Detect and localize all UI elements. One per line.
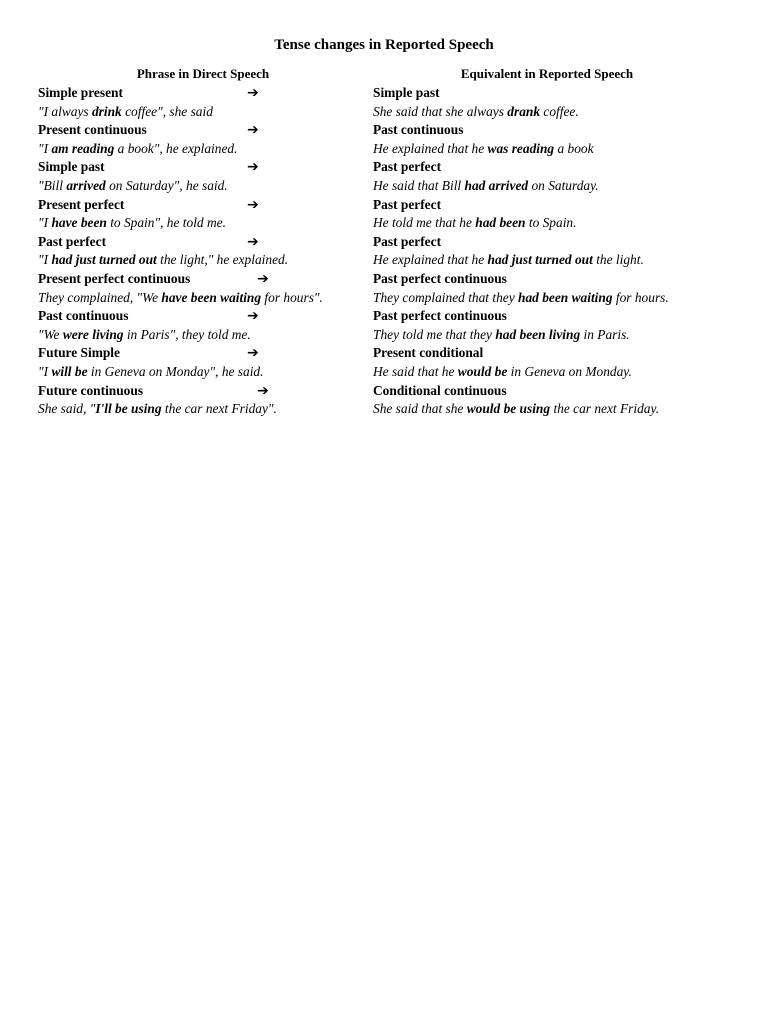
arrow-right-icon: ➔ [257, 382, 269, 399]
reported-tense-label: Past perfect [373, 159, 442, 175]
example-text: the light," he explained. [156, 252, 289, 268]
example-text: He explained that he [373, 252, 488, 268]
reported-example [373, 177, 599, 195]
tense-row [0, 196, 768, 233]
arrow-right-icon: ➔ [257, 270, 269, 287]
direct-example [38, 289, 323, 307]
example-text: coffee. [540, 103, 579, 119]
example-text: the light. [592, 252, 644, 268]
tense-verb-phrase: drink [91, 103, 122, 119]
tense-row [0, 233, 768, 270]
direct-tense-label: Present perfect continuous [38, 270, 191, 286]
tense-verb-phrase: had been waiting [518, 289, 613, 305]
direct-tense-label: Simple present [38, 85, 123, 100]
example-text: for hours. [612, 289, 669, 305]
tense-row [0, 121, 768, 158]
reported-tense-label: Simple past [373, 85, 440, 100]
tense-verb-phrase: had been [475, 215, 526, 231]
example-text: "I [38, 252, 52, 268]
example-text: the car next Friday. [550, 401, 660, 417]
example-text: He told me that he [373, 215, 476, 231]
example-text: "I [38, 363, 52, 379]
arrow-right-icon: ➔ [247, 85, 259, 101]
tense-verb-phrase: drank [507, 103, 541, 119]
tense-verb-phrase: have been [51, 215, 107, 231]
arrow-right-icon: ➔ [247, 233, 259, 250]
direct-tense-label: Past perfect [38, 233, 107, 249]
example-text: "I [38, 215, 52, 231]
direct-tense-label: Future Simple [38, 345, 120, 361]
tense-verb-phrase: am reading [51, 140, 115, 156]
example-text: to Spain. [525, 215, 577, 231]
direct-example [38, 103, 213, 121]
example-text: They complained, "We [38, 289, 162, 305]
example-text: in Paris", they told me. [123, 326, 251, 342]
tense-verb-phrase: would be [457, 363, 508, 379]
example-text: to Spain", he told me. [106, 215, 226, 231]
tense-row [0, 158, 768, 195]
example-text: They complained that they [373, 289, 519, 305]
tense-row [0, 382, 768, 419]
tense-verb-phrase: had been living [495, 326, 581, 342]
tense-row [0, 307, 768, 344]
arrow-right-icon: ➔ [247, 122, 259, 139]
example-text: a book", he explained. [114, 140, 238, 156]
tense-verb-phrase: I'll be using [95, 401, 162, 417]
tense-verb-phrase: have been waiting [161, 289, 262, 305]
direct-example [38, 326, 251, 344]
example-text: She said, " [38, 401, 96, 417]
example-text: on Saturday", he said. [105, 177, 228, 193]
example-text: for hours". [261, 289, 323, 305]
example-text: in Geneva on Monday. [507, 363, 632, 379]
example-text: They told me that they [373, 326, 496, 342]
reported-example [373, 103, 579, 121]
tense-verb-phrase: was reading [487, 140, 555, 156]
reported-example [373, 400, 659, 418]
arrow-right-icon: ➔ [247, 196, 259, 213]
reported-tense-label: Past perfect [373, 233, 442, 249]
tense-verb-phrase: had arrived [464, 177, 529, 193]
example-text: the car next Friday". [161, 401, 277, 417]
reported-tense-label: Past perfect [373, 196, 442, 212]
reported-tense-label: Past perfect continuous [373, 270, 507, 286]
direct-speech-header: Phrase in Direct Speech [136, 66, 270, 81]
example-text: He said that he [373, 363, 458, 379]
tense-row [0, 344, 768, 381]
arrow-right-icon: ➔ [247, 345, 259, 362]
example-text: "I [38, 140, 52, 156]
tense-verb-phrase: arrived [66, 177, 106, 193]
example-text: in Geneva on Monday", he said. [87, 363, 264, 379]
tense-verb-phrase: were living [62, 326, 124, 342]
example-text: He explained that he [373, 140, 488, 156]
direct-tense-label: Present perfect [38, 196, 125, 212]
example-text: "Bill [38, 177, 67, 193]
direct-tense-label: Future continuous [38, 382, 144, 398]
tense-table [0, 84, 768, 419]
arrow-right-icon: ➔ [247, 159, 259, 176]
example-text: "I always [38, 103, 92, 119]
reported-example [373, 214, 576, 232]
tense-verb-phrase: had just turned out [51, 252, 157, 268]
reported-example [373, 289, 669, 307]
direct-example [38, 140, 237, 158]
page-title: Tense changes in Reported Speech [274, 37, 494, 53]
direct-example [38, 363, 263, 381]
tense-verb-phrase: will be [51, 363, 88, 379]
direct-tense-label: Past continuous [38, 308, 129, 324]
reported-tense-label: Past continuous [373, 122, 464, 138]
tense-row [0, 270, 768, 307]
reported-tense-label: Past perfect continuous [373, 308, 507, 324]
example-text: "We [38, 326, 63, 342]
reported-tense-label: Present conditional [373, 345, 484, 361]
example-text: on Saturday. [528, 177, 599, 193]
example-text: She said that she [373, 401, 467, 417]
reported-example [373, 140, 594, 158]
reported-example [373, 326, 630, 344]
tense-row [0, 84, 768, 121]
example-text: She said that she always [373, 103, 508, 119]
example-text: a book [554, 140, 594, 156]
reported-tense-label: Conditional continuous [373, 382, 507, 398]
reported-example [373, 363, 632, 381]
direct-example [38, 400, 277, 418]
direct-example [38, 177, 228, 195]
direct-tense-label: Present continuous [38, 122, 147, 138]
example-text: coffee", she said [121, 103, 213, 119]
direct-tense-label: Simple past [38, 159, 105, 175]
reported-speech-header: Equivalent in Reported Speech [460, 66, 634, 81]
direct-example [38, 251, 288, 269]
tense-verb-phrase: would be using [466, 401, 551, 417]
direct-example [38, 214, 226, 232]
arrow-right-icon: ➔ [247, 308, 259, 325]
tense-verb-phrase: had just turned out [487, 252, 593, 268]
example-text: He said that Bill [373, 177, 465, 193]
example-text: in Paris. [580, 326, 630, 342]
reported-example [373, 251, 644, 269]
